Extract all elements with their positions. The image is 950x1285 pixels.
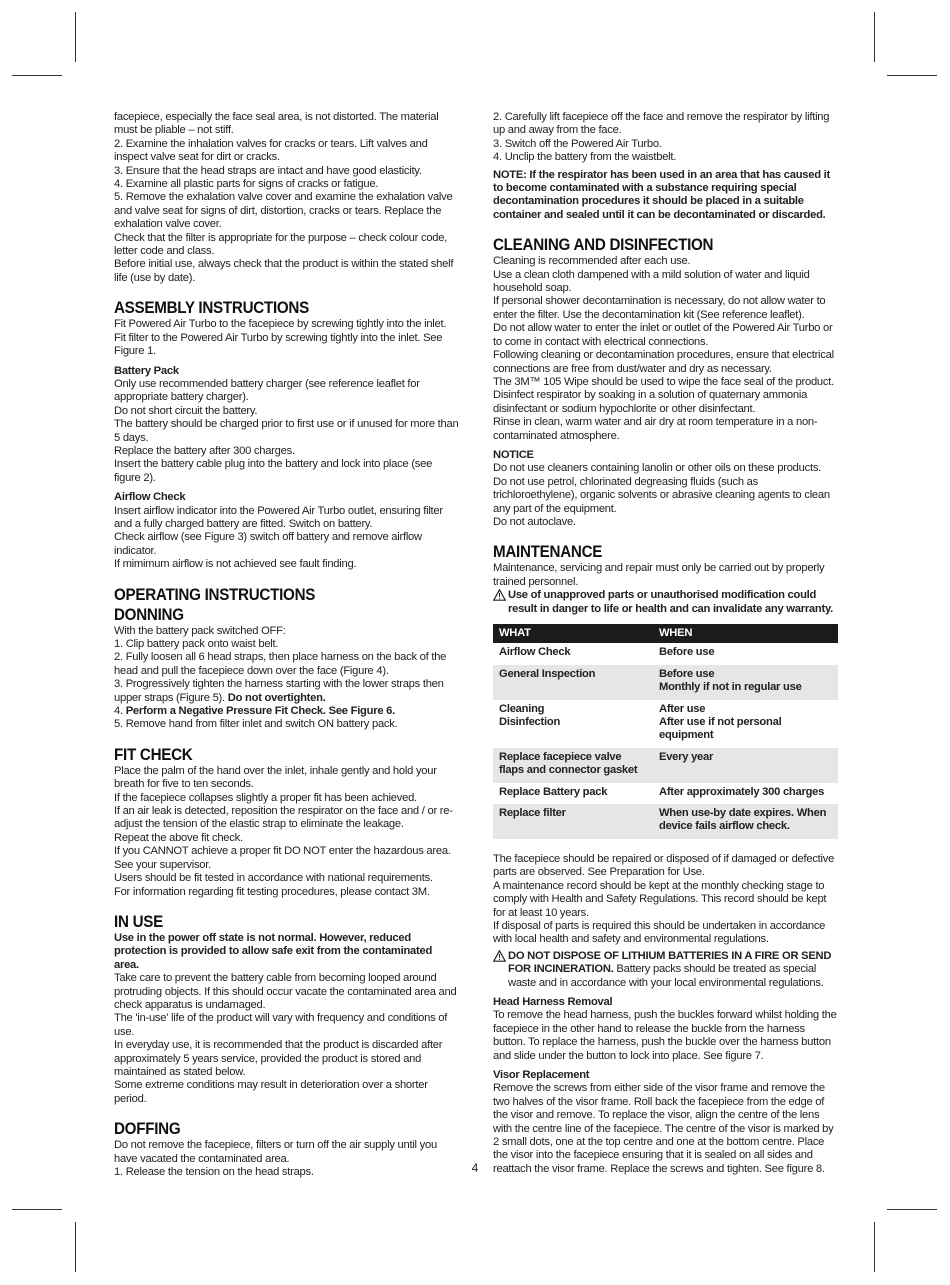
airflow-check-subheading: Airflow Check bbox=[114, 491, 186, 504]
paragraph: To remove the head harness, push the buckles forward whilst holding the facepiece in the other hand to release the buckle from the harness button. To replace the harness, push the buckle over the harness button and slide under the button to lock into place. See figure 7. bbox=[493, 1009, 837, 1062]
maintenance-heading: MAINTENANCE bbox=[493, 543, 603, 562]
table-row bbox=[493, 700, 838, 748]
paragraph: Take care to prevent the battery cable from becoming looped around protruding objects. If this should occur vacate the contaminated area and check apparatus is undamaged. bbox=[114, 972, 457, 1011]
visor-subheading: Visor Replacement bbox=[493, 1068, 590, 1081]
table-cell: Replace Battery pack bbox=[499, 785, 608, 798]
paragraph: Following cleaning or decontamination procedures, ensure that electrical connections are free from dust/water and dry as necessary. bbox=[493, 349, 834, 375]
in-use-heading: IN USE bbox=[114, 912, 163, 931]
paragraph: Disinfect respirator by soaking in a solution of quaternary ammonia disinfectant or sodium hypochlorite or other disinfectant. bbox=[493, 389, 808, 415]
paragraph: Do not allow water to enter the inlet or outlet of the Powered Air Turbo or to come in contact with electrical connections. bbox=[493, 322, 833, 348]
paragraph: 1. Clip battery pack onto waist belt. bbox=[114, 638, 279, 650]
left-column bbox=[114, 111, 459, 1179]
table-header-row bbox=[493, 624, 838, 643]
table-row bbox=[493, 783, 838, 804]
crop-mark bbox=[874, 12, 875, 62]
warning-triangle-icon bbox=[493, 950, 508, 990]
paragraph: Fit filter to the Powered Air Turbo by screwing tightly into the inlet. See Figure 1. bbox=[114, 331, 443, 358]
paragraph: If an air leak is detected, reposition the respirator on the face and / or re-adjust the tension of the elastic strap to eliminate the leakage. bbox=[114, 805, 453, 831]
table-cell: Before use bbox=[659, 646, 715, 659]
table-cell: Airflow Check bbox=[499, 646, 571, 659]
fit-check-heading: FIT CHECK bbox=[114, 745, 193, 764]
step-number: 4. bbox=[114, 705, 126, 718]
table-row bbox=[493, 643, 838, 664]
crop-mark bbox=[887, 75, 937, 76]
paragraph: facepiece, especially the face seal area, is not distorted. The material must be pliable – not stiff. bbox=[114, 111, 439, 137]
paragraph: 2. Fully loosen all 6 head straps, then place harness on the back of the head and pull the facepiece down over the face (Figure 4). bbox=[114, 651, 447, 677]
paragraph: If personal shower decontamination is necessary, do not allow water to enter the filter. Use the decontamination kit (See reference leaflet). bbox=[493, 295, 826, 321]
warning-text: Use of unapproved parts or unauthorised modification could result in danger to life or health and can invalidate any warranty. bbox=[508, 589, 833, 615]
paragraph: 3. Switch off the Powered Air Turbo. bbox=[493, 137, 662, 150]
table-cell: Replace facepiece valve flaps and connector gasket bbox=[493, 748, 653, 783]
paragraph: Fit Powered Air Turbo to the facepiece by screwing tightly into the inlet. bbox=[114, 318, 447, 331]
paragraph: Check that the filter is appropriate for the purpose – check colour code, letter code and class. bbox=[114, 231, 448, 258]
battery-pack-subheading: Battery Pack bbox=[114, 364, 179, 377]
paragraph: Do not short circuit the battery. bbox=[114, 404, 258, 417]
cleaning-heading: CLEANING AND DISINFECTION bbox=[493, 236, 714, 255]
warning-block bbox=[493, 589, 838, 616]
paragraph: 5. Remove hand from filter inlet and switch ON battery pack. bbox=[114, 718, 398, 731]
paragraph: If disposal of parts is required this should be undertaken in accordance with local health and safety and environmental regulations. bbox=[493, 919, 826, 946]
paragraph: Only use recommended battery charger (see reference leaflet for appropriate battery charger). bbox=[114, 377, 420, 404]
paragraph bbox=[114, 678, 459, 705]
paragraph: A maintenance record should be kept at the monthly checking stage to comply with Health and Safety Regulations. This record should be kept for at least 10 years. bbox=[493, 879, 827, 919]
paragraph: If the facepiece collapses slightly a proper fit has been achieved. bbox=[114, 791, 417, 804]
bold-warning: Do not overtighten. bbox=[227, 691, 326, 704]
table-cell: Replace filter bbox=[493, 804, 653, 839]
battery-warning-body: Battery packs should be treated as special waste and in accordance with your local environmental regulations. bbox=[508, 963, 824, 989]
paragraph: Place the palm of the hand over the inlet, inhale gently and hold your breath for five to ten seconds. bbox=[114, 764, 437, 791]
paragraph: 2. Examine the inhalation valves for cracks or tears. Lift valves and inspect valve seat for dirt or cracks. bbox=[114, 137, 428, 164]
step-text: 3. Progressively tighten the harness starting with the lower straps then upper straps (Figure 5). bbox=[114, 678, 444, 704]
table-row bbox=[493, 665, 838, 700]
paragraph: 4. Examine all plastic parts for signs of cracks or fatigue. bbox=[114, 178, 379, 191]
note-label: NOTE bbox=[493, 168, 524, 181]
table-cell: After approximately 300 charges bbox=[659, 785, 825, 798]
paragraph: Some extreme conditions may result in deterioration over a shorter period. bbox=[114, 1079, 428, 1105]
paragraph: The 'in-use' life of the product will vary with frequency and conditions of use. bbox=[114, 1012, 448, 1038]
intro-section bbox=[114, 111, 459, 285]
head-harness-subheading: Head Harness Removal bbox=[493, 995, 613, 1008]
note-paragraph bbox=[493, 169, 838, 223]
table-cell: After use After use if not personal equipment bbox=[659, 702, 782, 742]
paragraph: Rinse in clean, warm water and air dry at room temperature in a non-contaminated atmosphere. bbox=[493, 416, 818, 442]
paragraph: In everyday use, it is recommended that the product is discarded after approximately 5 years service, provided the product is stored and maintained as stated below. bbox=[114, 1039, 443, 1078]
notice-subheading: NOTICE bbox=[493, 448, 534, 461]
paragraph: With the battery pack switched OFF: bbox=[114, 624, 286, 637]
battery-warning-bold: DO NOT DISPOSE OF LITHIUM BATTERIES IN A FIRE OR SEND FOR INCINERATION. bbox=[508, 949, 832, 976]
table-row bbox=[493, 748, 838, 783]
paragraph: 4. Unclip the battery from the waistbelt. bbox=[493, 151, 677, 164]
paragraph: Replace the battery after 300 charges. bbox=[114, 444, 295, 457]
paragraph: Before initial use, always check that the product is within the stated shelf life (use by date). bbox=[114, 258, 454, 284]
right-column bbox=[493, 111, 838, 1176]
crop-mark bbox=[12, 1209, 62, 1210]
crop-mark bbox=[874, 1222, 875, 1272]
table-cell: Before use Monthly if not in regular use bbox=[653, 665, 838, 700]
paragraph: If you CANNOT achieve a proper fit DO NOT enter the hazardous area. See your supervisor. bbox=[114, 845, 451, 871]
paragraph: The battery should be charged prior to first use or if unused for more than 5 days. bbox=[114, 418, 459, 444]
paragraph bbox=[114, 705, 459, 718]
table-cell: General Inspection bbox=[493, 665, 653, 700]
table-cell: Cleaning Disinfection bbox=[499, 702, 561, 729]
bold-paragraph: Use in the power off state is not normal. However, reduced protection is provided to allow safe exit from the contaminated area. bbox=[114, 931, 433, 971]
paragraph: If mimimum airflow is not achieved see fault finding. bbox=[114, 558, 357, 571]
paragraph: Remove the screws from either side of the visor frame and remove the two halves of the visor frame. Roll back the facepiece from the edge of the visor and remove. To replace the visor, align the centre of the lens with the centre line of the facepiece. The centre of the visor is marked by 2 small dots, one at the top centre and one at the bottom centre. Place the visor into the facepiece ensuring that it is sealed on all sides and reattach the visor frame. Replace the screws and tighten. See figure 8. bbox=[493, 1082, 834, 1175]
crop-mark bbox=[887, 1209, 937, 1210]
paragraph: 5. Remove the exhalation valve cover and examine the exhalation valve and valve seat for signs of dirt, distortion, cracks or tears. Replace the exhalation valve cover. bbox=[114, 191, 453, 231]
paragraph: 2. Carefully lift facepiece off the face and remove the respirator by lifting up and away from the face. bbox=[493, 111, 830, 137]
paragraph: Users should be fit tested in accordance with national requirements. bbox=[114, 872, 433, 885]
paragraph: Do not use cleaners containing lanolin or other oils on these products. bbox=[493, 462, 822, 475]
doffing-heading: DOFFING bbox=[114, 1120, 181, 1139]
table-header-what: WHAT bbox=[493, 624, 653, 643]
page-number: 4 bbox=[471, 1161, 479, 1175]
battery-warning-block bbox=[493, 950, 838, 990]
paragraph: 3. Ensure that the head straps are intact and have good elasticity. bbox=[114, 164, 422, 177]
operating-heading: OPERATING INSTRUCTIONS bbox=[114, 585, 316, 604]
donning-heading: DONNING bbox=[114, 605, 184, 624]
paragraph: Maintenance, servicing and repair must only be carried out by properly trained personnel. bbox=[493, 562, 825, 588]
crop-mark bbox=[75, 12, 76, 62]
paragraph: Repeat the above fit check. bbox=[114, 831, 243, 844]
assembly-heading: ASSEMBLY INSTRUCTIONS bbox=[114, 299, 309, 318]
paragraph: The 3M™ 105 Wipe should be used to wipe the face seal of the product. bbox=[493, 375, 834, 388]
crop-mark bbox=[12, 75, 62, 76]
paragraph: Do not use petrol, chlorinated degreasing fluids (such as trichloroethylene), organic solvents or abrasive cleaning agents to clean any part of the equipment. bbox=[493, 475, 830, 515]
paragraph: Use a clean cloth dampened with a mild solution of water and liquid household soap. bbox=[493, 268, 810, 295]
paragraph: Insert airflow indicator into the Powered Air Turbo outlet, ensuring filter and a fully charged battery are fitted. Switch on battery. bbox=[114, 504, 443, 530]
bold-step: Perform a Negative Pressure Fit Check. See Figure 6. bbox=[125, 705, 395, 718]
battery-warning-text bbox=[508, 950, 838, 990]
warning-triangle-icon bbox=[493, 589, 508, 616]
note-text: : If the respirator has been used in an area that has caused it to become contaminated with a substance requiring special decontamination procedures it should be placed in a suitable container and sealed until it can be decontaminated or discarded. bbox=[493, 168, 830, 221]
table-cell: Every year bbox=[653, 748, 838, 783]
table-row bbox=[493, 804, 838, 839]
paragraph: Cleaning is recommended after each use. bbox=[493, 255, 691, 268]
paragraph: The facepiece should be repaired or disposed of if damaged or defective parts are observed. See Preparation for Use. bbox=[493, 852, 835, 879]
paragraph: Do not remove the facepiece, filters or turn off the air supply until you have vacated the contaminated area. bbox=[114, 1139, 437, 1165]
paragraph: Check airflow (see Figure 3) switch off battery and remove airflow indicator. bbox=[114, 531, 422, 557]
paragraph: Do not autoclave. bbox=[493, 515, 576, 528]
paragraph: For information regarding fit testing procedures, please contact 3M. bbox=[114, 885, 430, 898]
crop-mark bbox=[75, 1222, 76, 1272]
maintenance-table bbox=[493, 624, 838, 839]
paragraph: 1. Release the tension on the head straps. bbox=[114, 1166, 314, 1178]
table-cell: When use-by date expires. When device fails airflow check. bbox=[653, 804, 838, 839]
paragraph: Insert the battery cable plug into the battery and lock into place (see figure 2). bbox=[114, 458, 433, 484]
table-header-when: WHEN bbox=[653, 624, 838, 643]
